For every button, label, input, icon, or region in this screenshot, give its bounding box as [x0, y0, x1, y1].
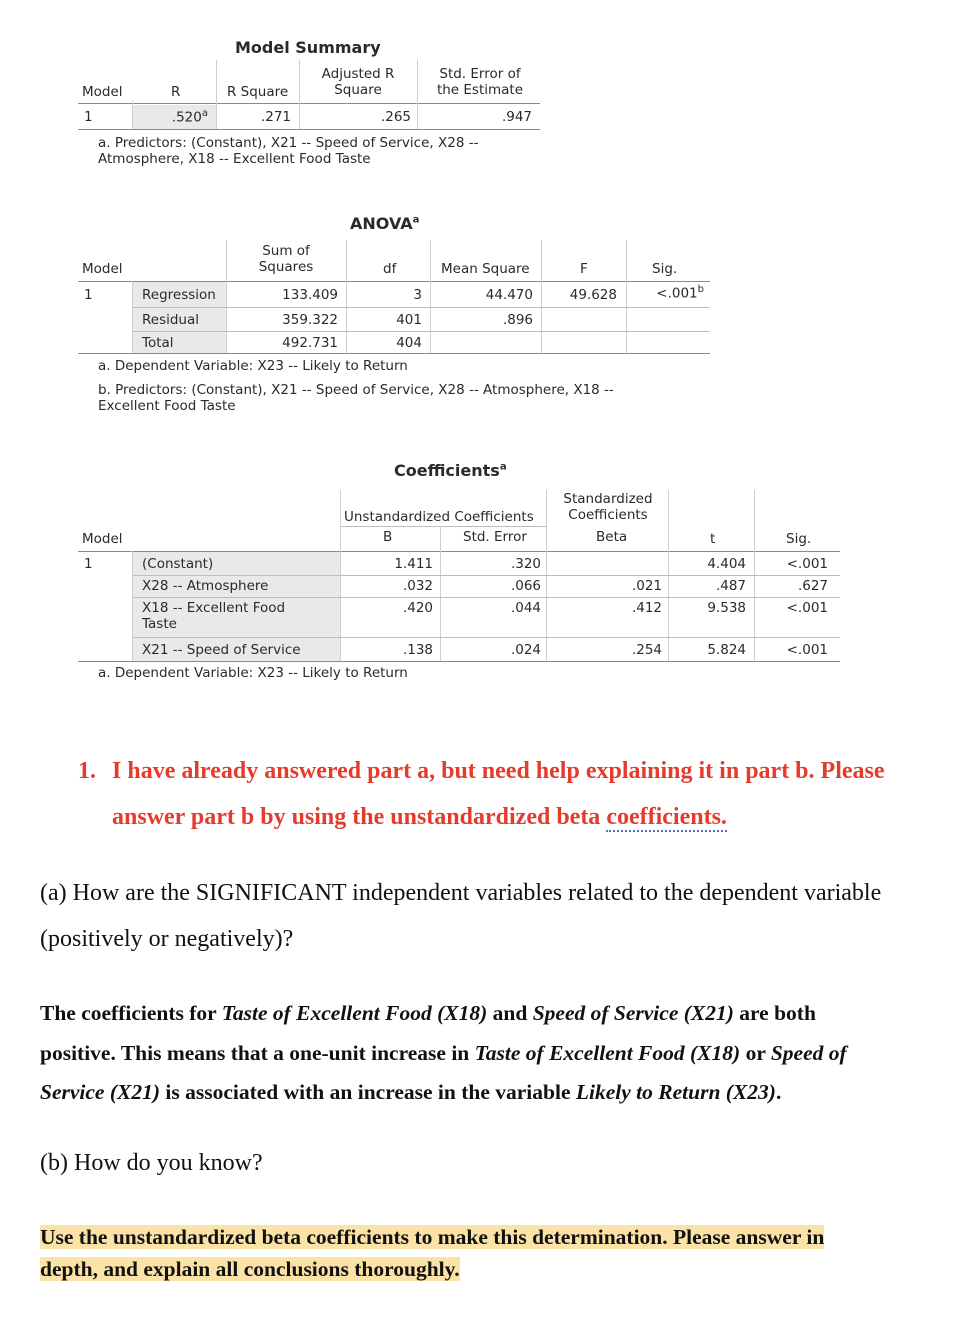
part-a-answer-line-3: Service (X21) is associated with an increase in the variable Likely to Return (X23).: [40, 1080, 782, 1104]
coef-header-t: t: [710, 531, 716, 547]
coef-header-b: B: [383, 529, 393, 545]
question-line-2: answer part b by using the unstandardized beta coefficients.: [112, 804, 727, 830]
anova-model-number: 1: [84, 287, 93, 303]
coef-header-sig: Sig.: [786, 531, 812, 547]
coef-header-unstandardized: Unstandardized Coefficients: [344, 509, 534, 525]
coef-model-number: 1: [84, 556, 93, 572]
part-a-answer-line-2: positive. This means that a one-unit increase in Taste of Excellent Food (X18) or Speed of: [40, 1041, 847, 1065]
cell-r-sup: a: [201, 108, 208, 119]
anova-header-model: Model: [82, 261, 123, 277]
model-summary-footnote: a. Predictors: (Constant), X21 -- Speed of Service, X28 -- Atmosphere, X18 -- Excellent Food Taste: [98, 135, 479, 167]
model-summary-title: Model Summary: [235, 38, 381, 57]
anova-footnote-a: a. Dependent Variable: X23 -- Likely to Return: [98, 358, 408, 374]
cell-r-square: .271: [260, 109, 291, 125]
anova-title: ANOVA$^a$: [350, 214, 420, 233]
anova-footnote-b: b. Predictors: (Constant), X21 -- Speed of Service, X28 -- Atmosphere, X18 -- Excellent Food Taste: [98, 382, 614, 414]
header-r: R: [171, 84, 181, 100]
row-model-number: 1: [84, 109, 93, 125]
coef-footnote: a. Dependent Variable: X23 -- Likely to Return: [98, 665, 408, 681]
coef-header-standardized: Standardized Coefficients: [563, 491, 653, 523]
question-number: 1.: [78, 758, 96, 784]
header-adjusted-r-square: Adjusted R Square: [321, 66, 395, 98]
part-b-question: (b) How do you know?: [40, 1150, 263, 1176]
cell-adjusted-r-square: .265: [380, 109, 411, 125]
part-a-question-2: (positively or negatively)?: [40, 926, 294, 952]
part-a-answer-line-1: The coefficients for Taste of Excellent Food (X18) and Speed of Service (X21) are both: [40, 1001, 816, 1025]
cell-std-error: .947: [501, 109, 532, 125]
question-line-1: I have already answered part a, but need help explaining it in part b. Please: [112, 758, 885, 784]
header-model: Model: [82, 84, 123, 100]
coef-header-beta: Beta: [596, 529, 628, 545]
cell-r: .520: [171, 109, 202, 126]
instruction-line-2: depth, and explain all conclusions thoroughly.: [40, 1257, 460, 1281]
anova-header-df: df: [383, 261, 397, 277]
header-std-error-estimate: Std. Error of the Estimate: [436, 66, 524, 98]
anova-header-mean-square: Mean Square: [441, 261, 530, 277]
coef-header-model: Model: [82, 531, 123, 547]
header-r-square: R Square: [227, 84, 289, 100]
instruction-line-1: Use the unstandardized beta coefficients to make this determination. Please answer in: [40, 1225, 825, 1249]
coefficients-title: Coefficients$^a$: [394, 461, 507, 480]
anova-header-f: F: [580, 261, 588, 277]
coef-header-std-error: Std. Error: [463, 529, 527, 545]
anova-header-sum-of-squares: Sum of Squares: [258, 243, 314, 275]
part-a-question: (a) How are the SIGNIFICANT independent variables related to the dependent variable: [40, 880, 882, 906]
anova-header-sig: Sig.: [652, 261, 678, 277]
